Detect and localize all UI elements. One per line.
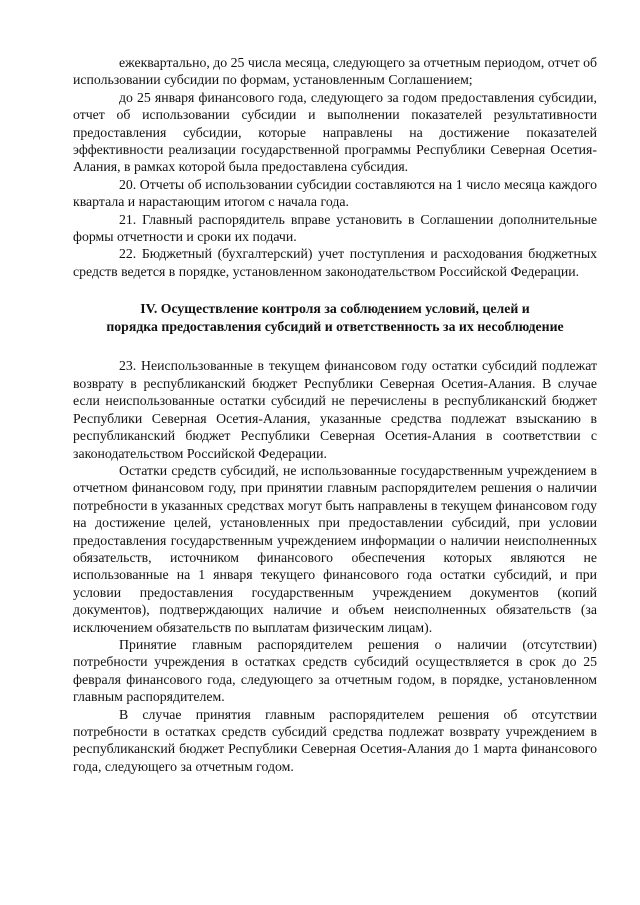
paragraph-item-20: 20. Отчеты об использовании субсидии составляются на 1 число месяца каждого квартала и нарастающим итогом с начала года.	[73, 176, 597, 210]
paragraph-decision-deadline: Принятие главным распорядителем решения о наличии (отсутствии) потребности учреждения в остатках средств субсидий осуществляется в срок до 25 февраля финансового года, следующего за отчетным годом, в порядке, установленном главным распорядителем.	[73, 636, 597, 705]
section-heading-line-1: IV. Осуществление контроля за соблюдением условий, целей и	[140, 301, 530, 317]
document-page	[73, 54, 597, 775]
paragraph-item-21: 21. Главный распорядитель вправе установить в Соглашении дополнительные формы отчетности и сроки их подачи.	[73, 211, 597, 245]
section-heading-line-2: порядка предоставления субсидий и ответственность за их несоблюдение	[106, 318, 564, 334]
paragraph-annual-report: до 25 января финансового года, следующего за годом предоставления субсидии, отчет об использовании субсидии и выполнении показателей результативности предоставления субсидии, которые направлены на достижение показателей эффективности реализации государственной программы Республики Северная Осетия-Алания, в рамках которой была предоставлена субсидия.	[73, 89, 597, 175]
paragraph-quarterly-report: ежеквартально, до 25 числа месяца, следующего за отчетным периодом, отчет об использовании субсидии по формам, установленным Соглашением;	[73, 55, 597, 88]
paragraph-return-funds: В случае принятия главным распорядителем решения об отсутствии потребности в остатках средств субсидий средства подлежат возврату учреждением в республиканский бюджет Республики Северная Осетия-Алания до 1 марта финансового года, следующего за отчетным годом.	[73, 706, 597, 774]
section-heading	[73, 300, 597, 335]
paragraph-remaining-funds: Остатки средств субсидий, не использованные государственным учреждением в отчетном финансовом году, при принятии главным распорядителем решения о наличии потребности в указанных средствах могут быть направлены в текущем финансовом году на достижение целей, установленных при предоставлении субсидий, при условии предоставления государственным учреждением информации о наличии неисполненных обязательств, источником финансового обеспечения которых являются не использованные на 1 января текущего финансового года остатки субсидий, и при условии предоставления государственным учреждением документов (копий документов), подтверждающих наличие и объем неисполненных обязательств (за исключением обязательств по выплатам физическим лицам).	[73, 462, 597, 635]
paragraph-item-22: 22. Бюджетный (бухгалтерский) учет поступления и расходования бюджетных средств ведется в порядке, установленном законодательством Российской Федерации.	[73, 246, 597, 279]
paragraph-item-23: 23. Неиспользованные в текущем финансовом году остатки субсидий подлежат возврату в республиканский бюджет Республики Северная Осетия-Алания. В случае если неиспользованные остатки субсидий не перечислены в республиканский бюджет Республики Северная Осетия-Алания, указанные средства подлежат взысканию в республиканский бюджет Республики Северная Осетия-Алания в соответствии с законодательством Российской Федерации.	[73, 358, 597, 461]
